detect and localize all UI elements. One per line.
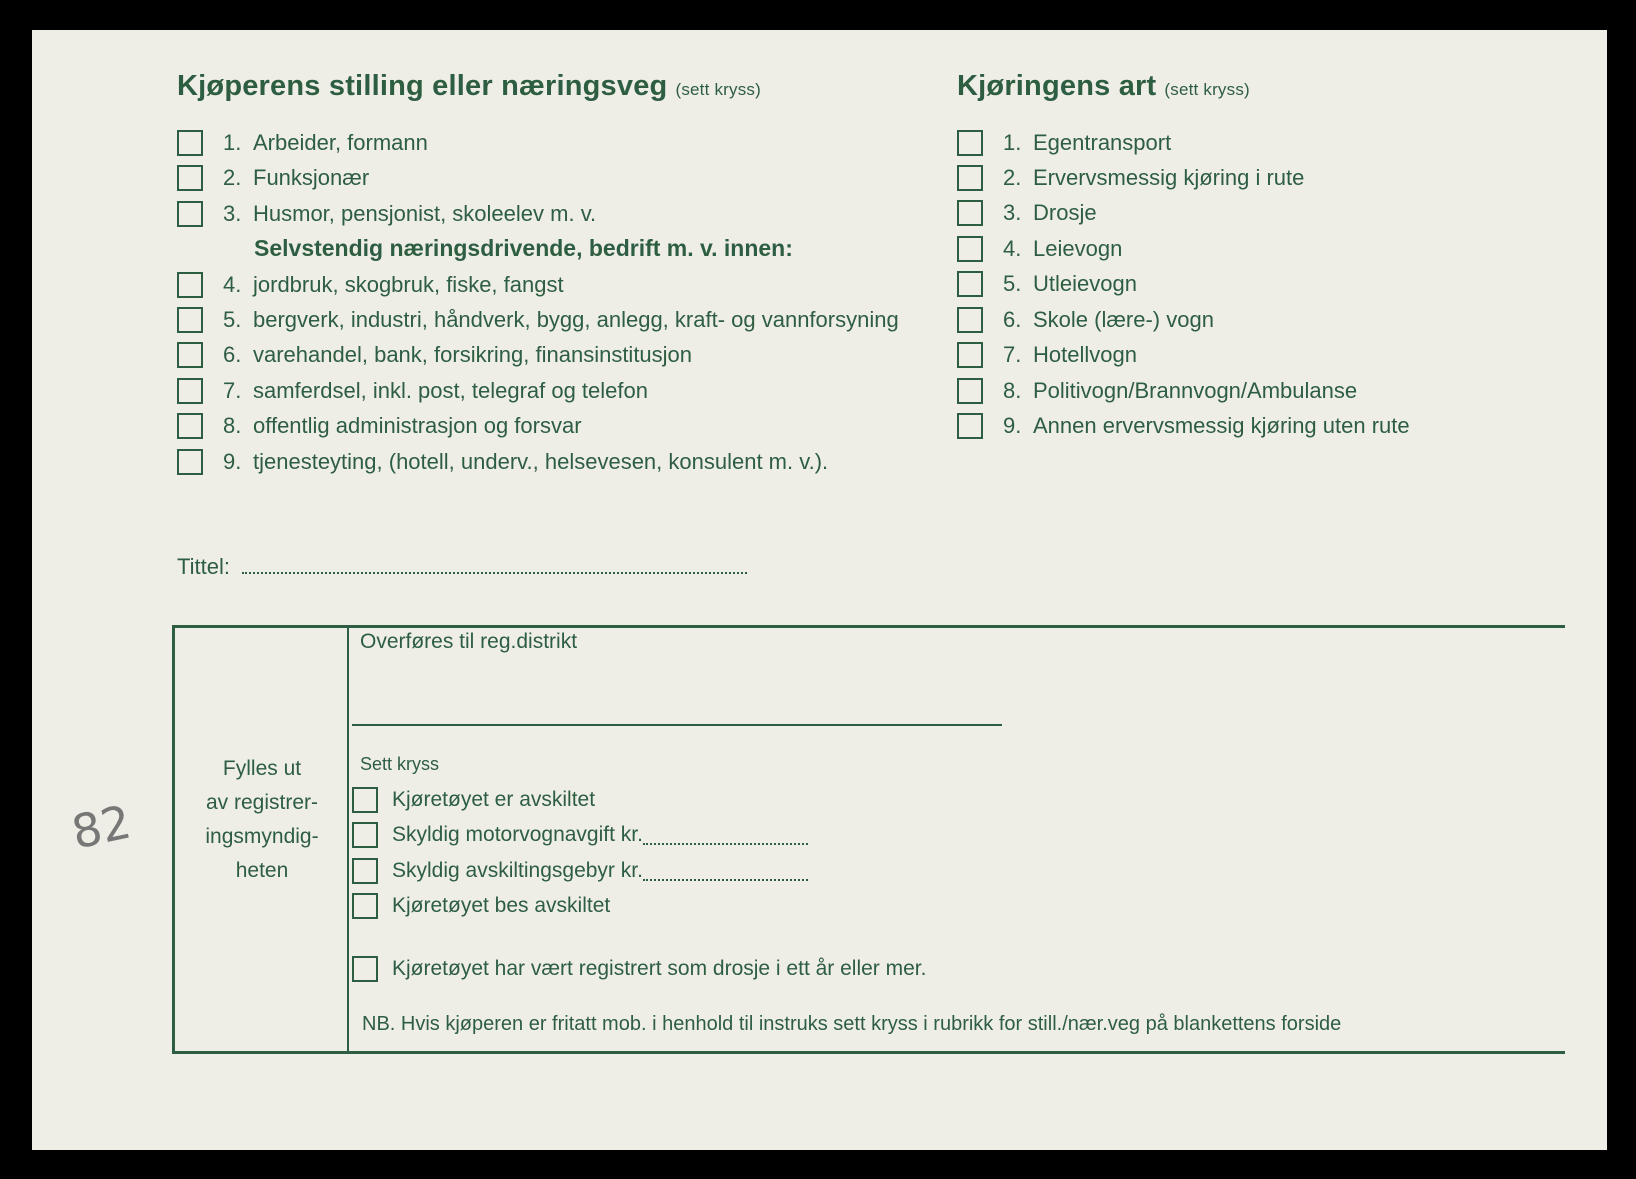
- box-divider-rule: [347, 625, 349, 1054]
- nb-note: NB. Hvis kjøperen er fritatt mob. i henhold til instruks sett kryss i rubrikk for still./nær.veg på blankettens forside: [362, 1013, 1342, 1035]
- title-label: Tittel:: [177, 554, 230, 579]
- check-row-taxi-history[interactable]: [352, 956, 926, 982]
- self-employed-subheading: Selvstendig næringsdrivende, bedrift m. v. innen:: [254, 235, 793, 261]
- trip-checkbox-2[interactable]: [957, 165, 983, 191]
- plate-fee-checkbox[interactable]: [352, 858, 378, 884]
- occupation-checkbox-9[interactable]: [177, 449, 203, 475]
- option-number: 4.: [223, 272, 242, 297]
- vehicle-tax-amount-line[interactable]: [643, 825, 808, 845]
- option-label: offentlig administrasjon og forsvar: [253, 413, 582, 438]
- trip-option-9[interactable]: [957, 413, 1410, 439]
- occupation-checkbox-8[interactable]: [177, 413, 203, 439]
- trip-checkbox-6[interactable]: [957, 307, 983, 333]
- trip-checkbox-7[interactable]: [957, 342, 983, 368]
- trip-option-4[interactable]: [957, 236, 1122, 262]
- box-left-rule: [172, 625, 175, 1054]
- box-top-rule: [172, 625, 1565, 628]
- trip-checkbox-1[interactable]: [957, 130, 983, 156]
- pencil-margin-note: 82: [67, 794, 136, 860]
- occupation-option-3[interactable]: [177, 201, 596, 227]
- option-number: 5.: [223, 307, 242, 332]
- option-label: Leievogn: [1033, 236, 1123, 261]
- occupation-option-2[interactable]: [177, 165, 369, 191]
- option-number: 3.: [1003, 200, 1022, 225]
- option-number: 7.: [1003, 342, 1022, 367]
- option-label: tjenesteyting, (hotell, underv., helsevesen, konsulent m. v.).: [253, 449, 829, 474]
- occupation-option-4[interactable]: [177, 272, 564, 298]
- transfer-district-label: Overføres til reg.distrikt: [360, 630, 578, 653]
- option-number: 8.: [1003, 378, 1022, 403]
- taxi-history-checkbox[interactable]: [352, 956, 378, 982]
- option-label: Egentransport: [1033, 130, 1172, 155]
- check-label: Kjøretøyet er avskiltet: [392, 788, 596, 811]
- option-label: Arbeider, formann: [253, 130, 428, 155]
- trip-checkbox-3[interactable]: [957, 200, 983, 226]
- buyer-occupation-heading: [177, 70, 761, 103]
- title-field[interactable]: [177, 554, 747, 580]
- trip-option-1[interactable]: [957, 130, 1171, 156]
- option-label: Utleievogn: [1033, 271, 1137, 296]
- side-label-line: av registrer-: [205, 791, 319, 814]
- trip-checkbox-8[interactable]: [957, 378, 983, 404]
- option-number: 5.: [1003, 271, 1022, 296]
- check-row-vehicle-tax[interactable]: [352, 822, 808, 848]
- occupation-checkbox-3[interactable]: [177, 201, 203, 227]
- check-label: Skyldig avskiltingsgebyr kr.: [392, 859, 643, 882]
- option-label: bergverk, industri, håndverk, bygg, anlegg, kraft- og vannforsyning: [253, 307, 899, 332]
- check-label: Skyldig motorvognavgift kr.: [392, 823, 643, 846]
- occupation-checkbox-2[interactable]: [177, 165, 203, 191]
- option-label: Skole (lære-) vogn: [1033, 307, 1214, 332]
- occupation-checkbox-5[interactable]: [177, 307, 203, 333]
- occupation-option-8[interactable]: [177, 413, 582, 439]
- form-sheet: [32, 30, 1607, 1150]
- trip-option-5[interactable]: [957, 271, 1137, 297]
- side-label-line: ingsmyndig-: [205, 825, 319, 848]
- occupation-option-1[interactable]: [177, 130, 428, 156]
- buyer-occupation-title: Kjøperens stilling eller næringsveg: [177, 70, 668, 102]
- occupation-checkbox-7[interactable]: [177, 378, 203, 404]
- option-label: Funksjonær: [253, 165, 370, 190]
- option-number: 2.: [1003, 165, 1022, 190]
- option-label: jordbruk, skogbruk, fiske, fangst: [253, 272, 564, 297]
- trip-option-7[interactable]: [957, 342, 1137, 368]
- vehicle-tax-checkbox[interactable]: [352, 822, 378, 848]
- option-number: 9.: [1003, 413, 1022, 438]
- check-instruction: Sett kryss: [360, 754, 440, 774]
- transfer-district-line[interactable]: [352, 724, 1002, 726]
- check-label: Kjøretøyet bes avskiltet: [392, 894, 611, 917]
- plate-fee-amount-line[interactable]: [643, 861, 808, 881]
- trip-type-title: Kjøringens art: [957, 70, 1157, 102]
- trip-option-8[interactable]: [957, 378, 1357, 404]
- option-number: 1.: [1003, 130, 1022, 155]
- check-label: Kjøretøyet har vært registrert som drosje i ett år eller mer.: [392, 957, 927, 980]
- option-number: 6.: [1003, 307, 1022, 332]
- side-label-line: Fylles ut: [222, 757, 302, 780]
- occupation-checkbox-4[interactable]: [177, 272, 203, 298]
- option-label: Annen ervervsmessig kjøring uten rute: [1033, 413, 1410, 438]
- trip-option-6[interactable]: [957, 307, 1214, 333]
- title-dotted-line[interactable]: [242, 554, 747, 574]
- check-row-request-deregister[interactable]: [352, 893, 610, 919]
- option-label: Politivogn/Brannvogn/Ambulanse: [1033, 378, 1358, 403]
- option-label: Drosje: [1033, 200, 1097, 225]
- trip-checkbox-4[interactable]: [957, 236, 983, 262]
- trip-type-heading: [957, 70, 1250, 103]
- option-label: samferdsel, inkl. post, telegraf og telefon: [253, 378, 648, 403]
- check-row-deregistered[interactable]: [352, 787, 595, 813]
- occupation-checkbox-1[interactable]: [177, 130, 203, 156]
- option-number: 2.: [223, 165, 242, 190]
- option-number: 9.: [223, 449, 242, 474]
- trip-checkbox-9[interactable]: [957, 413, 983, 439]
- trip-option-3[interactable]: [957, 200, 1097, 226]
- trip-checkbox-5[interactable]: [957, 271, 983, 297]
- option-label: Hotellvogn: [1033, 342, 1137, 367]
- option-number: 4.: [1003, 236, 1022, 261]
- option-label: Ervervsmessig kjøring i rute: [1033, 165, 1305, 190]
- buyer-occupation-note: (sett kryss): [675, 80, 761, 99]
- occupation-option-6[interactable]: [177, 342, 692, 368]
- option-number: 3.: [223, 201, 242, 226]
- option-number: 8.: [223, 413, 242, 438]
- option-number: 1.: [223, 130, 242, 155]
- trip-option-2[interactable]: [957, 165, 1304, 191]
- option-number: 6.: [223, 342, 242, 367]
- occupation-option-9[interactable]: [177, 449, 828, 475]
- deregistered-checkbox[interactable]: [352, 787, 378, 813]
- trip-type-note: (sett kryss): [1164, 80, 1250, 99]
- check-row-plate-fee[interactable]: [352, 858, 808, 884]
- occupation-checkbox-6[interactable]: [177, 342, 203, 368]
- occupation-option-5[interactable]: [177, 307, 899, 333]
- option-label: Husmor, pensjonist, skoleelev m. v.: [253, 201, 597, 226]
- registration-authority-label: [182, 752, 342, 888]
- request-deregister-checkbox[interactable]: [352, 893, 378, 919]
- option-label: varehandel, bank, forsikring, finansinstitusjon: [253, 342, 693, 367]
- occupation-option-7[interactable]: [177, 378, 648, 404]
- box-bottom-rule: [172, 1051, 1565, 1054]
- option-number: 7.: [223, 378, 242, 403]
- side-label-line: heten: [235, 859, 289, 882]
